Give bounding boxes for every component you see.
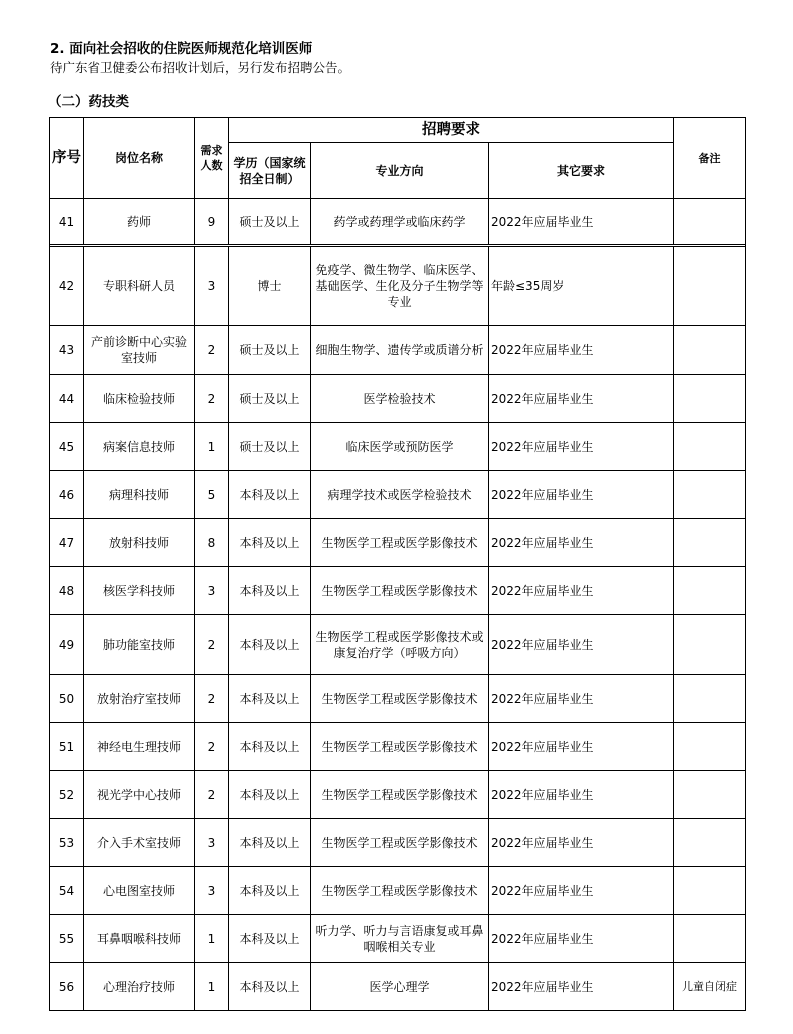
cell-position: 临床检验技师	[84, 375, 195, 423]
table-row	[50, 963, 746, 1011]
cell-remark	[674, 867, 746, 915]
cell-seq: 53	[50, 819, 84, 867]
cell-education: 本科及以上	[229, 615, 311, 675]
cell-other: 2022年应届毕业生	[489, 771, 674, 819]
section-heading: 2. 面向社会招收的住院医师规范化培训医师	[50, 41, 313, 57]
cell-education: 本科及以上	[229, 723, 311, 771]
cell-education: 硕士及以上	[229, 199, 311, 245]
cell-education: 本科及以上	[229, 915, 311, 963]
cell-major: 临床医学或预防医学	[311, 423, 489, 471]
table-row	[50, 675, 746, 723]
cell-position: 神经电生理技师	[84, 723, 195, 771]
cell-major: 听力学、听力与言语康复或耳鼻咽喉相关专业	[311, 915, 489, 963]
cell-position: 心理治疗技师	[84, 963, 195, 1011]
cell-seq: 41	[50, 199, 84, 245]
cell-remark	[674, 199, 746, 245]
cell-remark	[674, 915, 746, 963]
cell-position: 核医学科技师	[84, 567, 195, 615]
table-row	[50, 247, 746, 326]
table-body	[50, 199, 746, 1011]
cell-count: 2	[195, 375, 229, 423]
cell-position: 病理科技师	[84, 471, 195, 519]
cell-position: 放射治疗室技师	[84, 675, 195, 723]
cell-major: 免疫学、微生物学、临床医学、基础医学、生化及分子生物学等专业	[311, 247, 489, 326]
cell-remark	[674, 567, 746, 615]
cell-seq: 49	[50, 615, 84, 675]
cell-major: 病理学技术或医学检验技术	[311, 471, 489, 519]
cell-count: 3	[195, 819, 229, 867]
cell-other: 2022年应届毕业生	[489, 423, 674, 471]
cell-seq: 44	[50, 375, 84, 423]
table-row	[50, 723, 746, 771]
header-remark: 备注	[674, 118, 746, 199]
cell-count: 2	[195, 675, 229, 723]
recruitment-table	[49, 117, 746, 1011]
table-row	[50, 471, 746, 519]
header-position: 岗位名称	[84, 118, 195, 199]
cell-count: 3	[195, 247, 229, 326]
cell-education: 硕士及以上	[229, 423, 311, 471]
cell-education: 本科及以上	[229, 471, 311, 519]
cell-seq: 56	[50, 963, 84, 1011]
cell-seq: 48	[50, 567, 84, 615]
cell-seq: 47	[50, 519, 84, 567]
table-row	[50, 567, 746, 615]
cell-count: 2	[195, 615, 229, 675]
cell-education: 本科及以上	[229, 867, 311, 915]
cell-seq: 45	[50, 423, 84, 471]
cell-major: 生物医学工程或医学影像技术	[311, 723, 489, 771]
cell-remark	[674, 771, 746, 819]
cell-remark	[674, 471, 746, 519]
cell-position: 心电图室技师	[84, 867, 195, 915]
cell-remark	[674, 675, 746, 723]
header-education: 学历（国家统招全日制）	[229, 143, 311, 199]
cell-major: 生物医学工程或医学影像技术	[311, 675, 489, 723]
cell-major: 生物医学工程或医学影像技术	[311, 519, 489, 567]
cell-major: 生物医学工程或医学影像技术	[311, 819, 489, 867]
cell-major: 医学心理学	[311, 963, 489, 1011]
cell-other: 2022年应届毕业生	[489, 471, 674, 519]
cell-education: 本科及以上	[229, 675, 311, 723]
cell-count: 2	[195, 326, 229, 375]
cell-other: 2022年应届毕业生	[489, 519, 674, 567]
cell-remark	[674, 375, 746, 423]
cell-remark	[674, 326, 746, 375]
table-row	[50, 915, 746, 963]
section-note: 待广东省卫健委公布招收计划后，另行发布招聘公告。	[50, 60, 351, 75]
table-row	[50, 867, 746, 915]
cell-remark: 儿童自闭症	[674, 963, 746, 1011]
cell-other: 2022年应届毕业生	[489, 819, 674, 867]
cell-other: 2022年应届毕业生	[489, 567, 674, 615]
cell-major: 生物医学工程或医学影像技术	[311, 867, 489, 915]
cell-position: 肺功能室技师	[84, 615, 195, 675]
cell-other: 2022年应届毕业生	[489, 963, 674, 1011]
table-row	[50, 771, 746, 819]
cell-seq: 42	[50, 247, 84, 326]
cell-education: 本科及以上	[229, 771, 311, 819]
cell-other: 2022年应届毕业生	[489, 867, 674, 915]
cell-education: 本科及以上	[229, 519, 311, 567]
cell-other: 年龄≤35周岁	[489, 247, 674, 326]
cell-position: 病案信息技师	[84, 423, 195, 471]
cell-other: 2022年应届毕业生	[489, 326, 674, 375]
cell-education: 本科及以上	[229, 819, 311, 867]
cell-count: 3	[195, 567, 229, 615]
cell-position: 视光学中心技师	[84, 771, 195, 819]
cell-education: 硕士及以上	[229, 326, 311, 375]
cell-other: 2022年应届毕业生	[489, 723, 674, 771]
cell-position: 专职科研人员	[84, 247, 195, 326]
table-row	[50, 423, 746, 471]
header-other: 其它要求	[489, 143, 674, 199]
cell-remark	[674, 519, 746, 567]
cell-position: 药师	[84, 199, 195, 245]
cell-position: 产前诊断中心实验室技师	[84, 326, 195, 375]
cell-other: 2022年应届毕业生	[489, 915, 674, 963]
cell-count: 8	[195, 519, 229, 567]
table-row	[50, 199, 746, 245]
cell-count: 2	[195, 723, 229, 771]
cell-count: 3	[195, 867, 229, 915]
cell-position: 放射科技师	[84, 519, 195, 567]
cell-major: 药学或药理学或临床药学	[311, 199, 489, 245]
cell-position: 耳鼻咽喉科技师	[84, 915, 195, 963]
cell-education: 硕士及以上	[229, 375, 311, 423]
cell-seq: 52	[50, 771, 84, 819]
table-row	[50, 326, 746, 375]
table-row	[50, 819, 746, 867]
cell-remark	[674, 819, 746, 867]
cell-major: 生物医学工程或医学影像技术	[311, 567, 489, 615]
cell-count: 1	[195, 963, 229, 1011]
cell-other: 2022年应届毕业生	[489, 199, 674, 245]
header-major: 专业方向	[311, 143, 489, 199]
cell-major: 医学检验技术	[311, 375, 489, 423]
cell-other: 2022年应届毕业生	[489, 615, 674, 675]
cell-other: 2022年应届毕业生	[489, 675, 674, 723]
cell-seq: 43	[50, 326, 84, 375]
table-row	[50, 519, 746, 567]
cell-seq: 54	[50, 867, 84, 915]
cell-count: 9	[195, 199, 229, 245]
cell-seq: 51	[50, 723, 84, 771]
table-row	[50, 375, 746, 423]
cell-remark	[674, 423, 746, 471]
cell-major: 细胞生物学、遗传学或质谱分析	[311, 326, 489, 375]
cell-count: 1	[195, 423, 229, 471]
cell-seq: 55	[50, 915, 84, 963]
cell-education: 本科及以上	[229, 567, 311, 615]
cell-major: 生物医学工程或医学影像技术	[311, 771, 489, 819]
cell-remark	[674, 247, 746, 326]
cell-position: 介入手术室技师	[84, 819, 195, 867]
cell-education: 博士	[229, 247, 311, 326]
header-seq: 序号	[50, 118, 84, 199]
cell-remark	[674, 723, 746, 771]
cell-seq: 50	[50, 675, 84, 723]
cell-count: 5	[195, 471, 229, 519]
cell-major: 生物医学工程或医学影像技术或康复治疗学（呼吸方向）	[311, 615, 489, 675]
table-row	[50, 615, 746, 675]
cell-count: 1	[195, 915, 229, 963]
cell-seq: 46	[50, 471, 84, 519]
subsection-heading: （二）药技类	[48, 94, 129, 110]
cell-education: 本科及以上	[229, 963, 311, 1011]
header-requirements: 招聘要求	[229, 118, 674, 143]
cell-remark	[674, 615, 746, 675]
cell-other: 2022年应届毕业生	[489, 375, 674, 423]
cell-count: 2	[195, 771, 229, 819]
header-count: 需求人数	[195, 118, 229, 199]
